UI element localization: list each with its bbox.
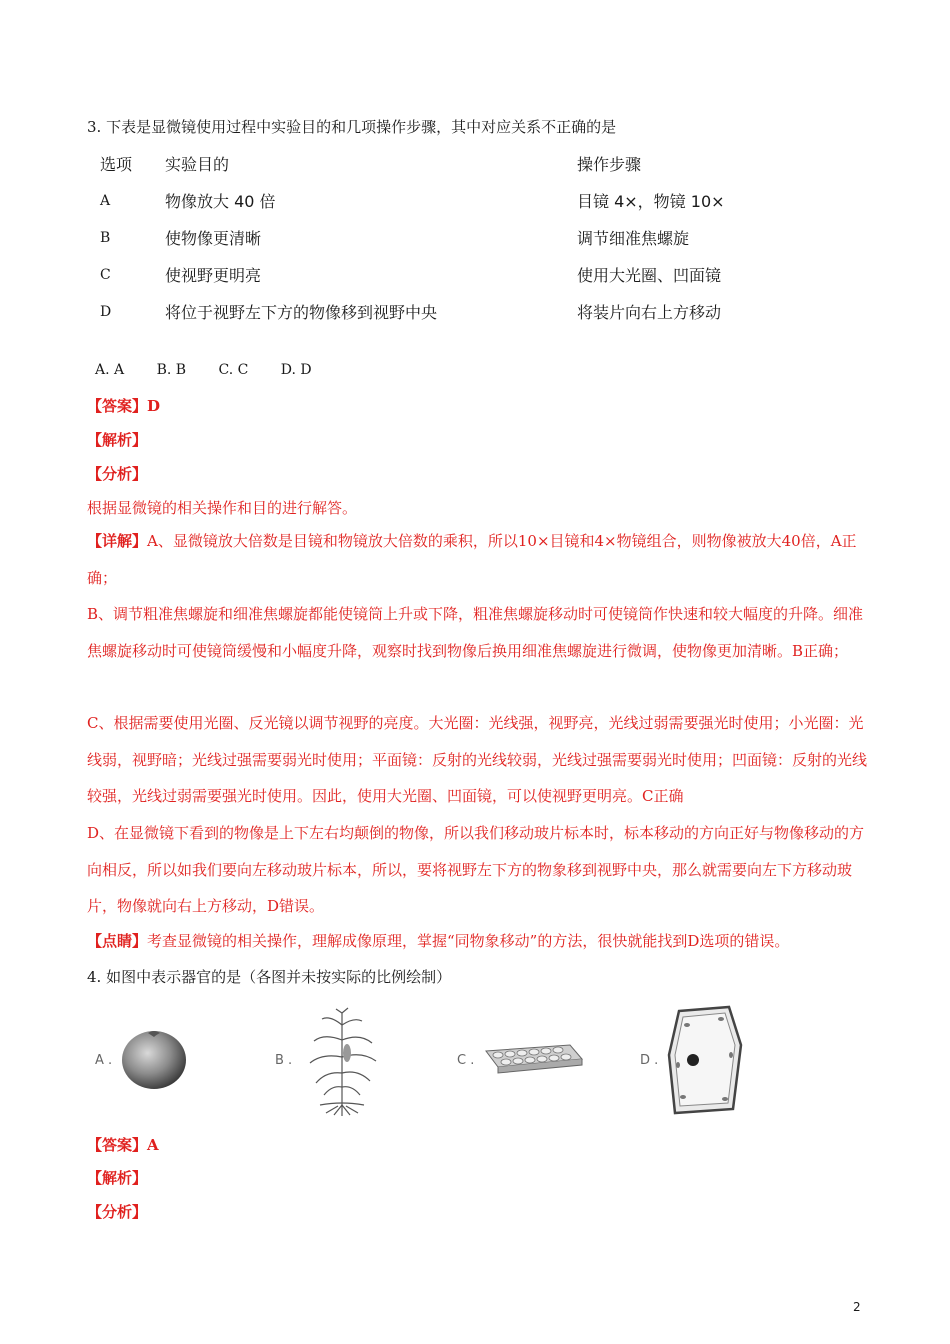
q3-point [87, 930, 789, 951]
q3-detail-c: C、根据需要使用光圈、反光镜以调节视野的亮度。大光圈：光线强，视野亮，光线过弱需要强光时使用；小光圈：光线弱，视野暗；光线过强需要弱光时使用；平面镜：反射的光线较弱，光线过强需要弱光时使用；凹面镜：反射的光线较强，光线过弱需要强光时使用。因此，使用大光圈、凹面镜，可以使视野更明亮。C正确 [87, 714, 868, 805]
figure-c [452, 1005, 592, 1120]
q3-table [95, 146, 855, 331]
row-goal: 使物像更清晰 [165, 229, 262, 248]
table-row [95, 220, 855, 257]
row-step: 目镜 4×，物镜 10× [577, 192, 725, 211]
q4-stem: 4. 如图中表示器官的是（各图并未按实际的比例绘制） [87, 968, 452, 986]
table-header-row [95, 146, 855, 183]
choice-a: A. A [95, 362, 125, 378]
figure-c-label: C . [457, 1053, 475, 1068]
q4-answer: 【答案】A [87, 1136, 159, 1154]
q3-fenxi-text: 根据显微镜的相关操作和目的进行解答。 [87, 499, 358, 517]
row-step: 使用大光圈、凹面镜 [577, 266, 722, 285]
q3-analysis-tag: 【解析】 [87, 431, 148, 449]
tomato-icon [120, 1025, 188, 1091]
table-row [95, 294, 855, 331]
q3-detail-d: D、在显微镜下看到的物像是上下左右均颠倒的物像，所以我们移动玻片标本时，标本移动的方向正好与物像移动的方向相反，所以如我们要向左移动玻片标本，所以，要将视野左下方的物象移到视野中央，那么就需要向左下方移动玻片，物像就向右上方移动，D错误。 [87, 824, 865, 915]
figure-a [90, 1005, 200, 1120]
q4-analysis-tag: 【解析】 [87, 1169, 148, 1187]
q3-fenxi-tag: 【分析】 [87, 465, 148, 483]
choice-d: D. D [280, 362, 312, 378]
row-option: D [100, 304, 112, 320]
choice-c: C. C [218, 362, 249, 378]
tissue-icon [484, 1037, 584, 1077]
row-option: B [100, 230, 111, 246]
row-step: 调节细准焦螺旋 [577, 229, 690, 248]
corn-plant-icon [300, 1005, 385, 1117]
q3-detail-a [87, 523, 877, 596]
detail-a-text: A、显微镜放大倍数是目镜和物镜放大倍数的乘积，所以10×目镜和4×物镜组合，则物像被放大40倍，A正确； [87, 532, 857, 587]
q3-stem: 3. 下表是显微镜使用过程中实验目的和几项操作步骤，其中对应关系不正确的是 [87, 118, 617, 136]
row-goal: 使视野更明亮 [165, 266, 262, 285]
q3-choices [95, 362, 340, 378]
choice-b: B. B [156, 362, 187, 378]
figure-a-label: A . [95, 1053, 113, 1068]
row-goal: 将位于视野左下方的物像移到视野中央 [165, 303, 438, 322]
figure-d-label: D . [640, 1053, 659, 1068]
row-option: A [100, 193, 111, 209]
header-step: 操作步骤 [577, 155, 642, 174]
table-row [95, 183, 855, 220]
q4-figures [90, 1005, 810, 1120]
plant-cell-icon [665, 1005, 745, 1117]
point-text: 考查显微镜的相关操作，理解成像原理，掌握“同物象移动”的方法，很快就能找到D选项的错误。 [147, 932, 790, 950]
table-row [95, 257, 855, 294]
header-option: 选项 [100, 155, 133, 174]
q3-detail-b: B、调节粗准焦螺旋和细准焦螺旋都能使镜筒上升或下降，粗准焦螺旋移动时可使镜筒作快速和较大幅度的升降。细准焦螺旋移动时可使镜筒缓慢和小幅度升降，观察时找到物像后换用细准焦螺旋进行微调，使物像更加清晰。B正确； [87, 605, 864, 660]
page-number: 2 [853, 1300, 861, 1314]
row-option: C [100, 267, 111, 283]
row-goal: 物像放大 40 倍 [165, 192, 276, 211]
q3-answer: 【答案】D [87, 397, 161, 415]
figure-b [270, 1005, 390, 1120]
q4-fenxi-tag: 【分析】 [87, 1203, 148, 1221]
header-goal: 实验目的 [165, 155, 230, 174]
figure-b-label: B . [275, 1053, 293, 1068]
detail-tag: 【详解】 [87, 532, 148, 550]
row-step: 将装片向右上方移动 [577, 303, 722, 322]
figure-d [635, 1005, 755, 1120]
point-tag: 【点睛】 [87, 932, 148, 950]
